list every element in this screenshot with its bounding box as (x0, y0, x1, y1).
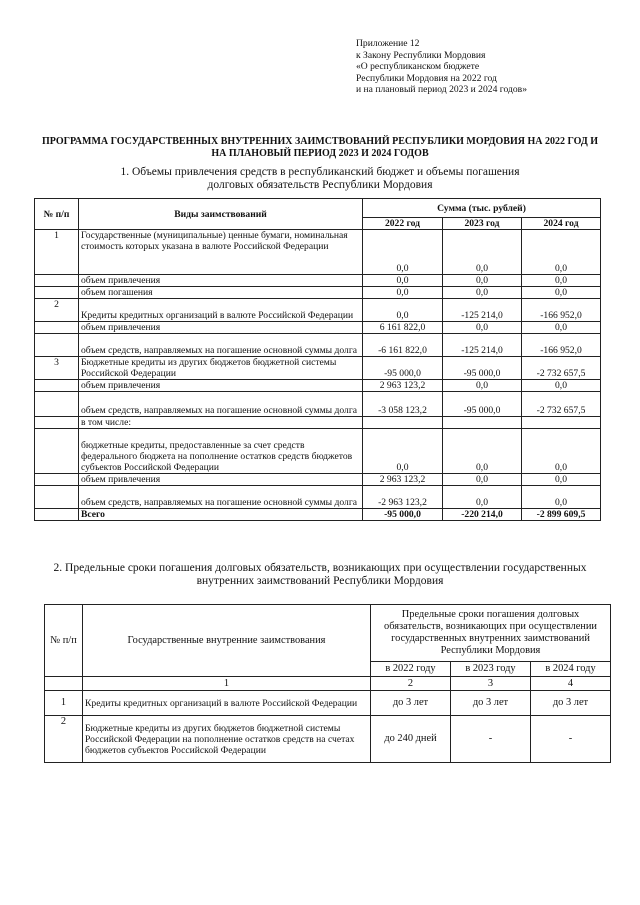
row-num (35, 474, 79, 486)
row-value: 0,0 (522, 486, 601, 509)
column-index: 3 (451, 677, 531, 691)
row-value: до 240 дней (371, 716, 451, 763)
column-index: 1 (83, 677, 371, 691)
row-value: -2 732 657,5 (522, 357, 601, 380)
appendix-line: Республики Мордовия на 2022 год (356, 72, 497, 84)
row-value: 0,0 (443, 474, 522, 486)
row-value: 0,0 (363, 429, 443, 474)
row-label: бюджетные кредиты, предоставленные за счет средств федерального бюджета на пополнение остатков средств бюджетов субъектов Российской Федерации (79, 429, 363, 474)
table-row (35, 474, 601, 486)
row-value: 0,0 (443, 230, 522, 275)
header-2022: 2022 год (363, 218, 443, 230)
repayment-terms-table (44, 604, 611, 763)
row-label: объем привлечения (79, 380, 363, 392)
column-index: 2 (371, 677, 451, 691)
row-num (35, 275, 79, 287)
table-row (35, 429, 601, 474)
row-value (443, 417, 522, 429)
table-row (35, 486, 601, 509)
column-index (45, 677, 83, 691)
row-value: 0,0 (522, 429, 601, 474)
row-label: объем погашения (79, 287, 363, 299)
section2-title-line: 2. Предельные сроки погашения долговых обязательств, возникающих при осуществлении государственных (53, 562, 587, 574)
row-label: Кредиты кредитных организаций в валюте Российской Федерации (83, 691, 371, 716)
total-value: -220 214,0 (443, 509, 522, 521)
row-value: - (451, 716, 531, 763)
row-label: объем средств, направляемых на погашение основной суммы долга (79, 486, 363, 509)
row-value: 0,0 (443, 287, 522, 299)
row-num (35, 429, 79, 474)
row-label: объем привлечения (79, 322, 363, 334)
row-num: 2 (35, 299, 79, 322)
row-value (363, 417, 443, 429)
row-value: 0,0 (522, 275, 601, 287)
appendix-line: и на плановый период 2023 и 2024 годов» (356, 84, 527, 96)
table-row (35, 287, 601, 299)
row-value (522, 417, 601, 429)
total-value: -95 000,0 (363, 509, 443, 521)
row-value: 0,0 (443, 429, 522, 474)
appendix-line: к Закону Республики Мордовия (356, 49, 486, 61)
header-2024: в 2024 году (531, 662, 611, 677)
total-label: Всего (79, 509, 363, 521)
header-2023: 2023 год (443, 218, 522, 230)
section2-title-line: внутренних заимствований Республики Мордовия (196, 575, 444, 587)
row-value: 0,0 (443, 486, 522, 509)
header-2024: 2024 год (522, 218, 601, 230)
column-index: 4 (531, 677, 611, 691)
row-value: -166 952,0 (522, 299, 601, 322)
header-2022: в 2022 году (371, 662, 451, 677)
row-value: до 3 лет (451, 691, 531, 716)
table-row (35, 230, 601, 275)
row-label: Государственные (муниципальные) ценные бумаги, номинальная стоимость которых указана в валюте Российской Федерации (79, 230, 363, 275)
table-total-row (35, 509, 601, 521)
header-terms: Предельные сроки погашения долговых обязательств, возникающих при осуществлении государственных внутренних заимствований Республики Мордовия (371, 605, 611, 662)
row-label: Бюджетные кредиты из других бюджетов бюджетной системы Российской Федерации на пополнение остатков средств на счетах бюджетов субъектов Российской Федерации (83, 716, 371, 763)
appendix-line: Приложение 12 (356, 38, 420, 49)
row-value: -166 952,0 (522, 334, 601, 357)
row-label: объем привлечения (79, 275, 363, 287)
section1-title (60, 166, 580, 192)
row-label: Кредиты кредитных организаций в валюте Российской Федерации (79, 299, 363, 322)
row-num (35, 486, 79, 509)
row-label: объем средств, направляемых на погашение основной суммы долга (79, 392, 363, 417)
table-row (35, 299, 601, 322)
section1-title-line: 1. Объемы привлечения средств в республиканский бюджет и объемы погашения (120, 166, 520, 178)
row-value: -125 214,0 (443, 299, 522, 322)
borrowing-volumes-table (34, 198, 601, 521)
row-label: Бюджетные кредиты из других бюджетов бюджетной системы Российской Федерации (79, 357, 363, 380)
table-header-row (35, 199, 601, 218)
table-row (35, 275, 601, 287)
row-value: 0,0 (522, 474, 601, 486)
row-label: объем средств, направляемых на погашение основной суммы долга (79, 334, 363, 357)
row-value: 0,0 (443, 275, 522, 287)
row-value: до 3 лет (371, 691, 451, 716)
row-num (35, 392, 79, 417)
header-num: № п/п (35, 199, 79, 230)
row-value: 0,0 (522, 230, 601, 275)
row-value: -3 058 123,2 (363, 392, 443, 417)
row-num (35, 334, 79, 357)
table-row (35, 334, 601, 357)
row-num: 2 (45, 716, 83, 763)
section1-title-line: долговых обязательств Республики Мордовия (207, 179, 433, 191)
row-value: 0,0 (363, 299, 443, 322)
row-value: 0,0 (363, 230, 443, 275)
row-num (35, 380, 79, 392)
row-value: 2 963 123,2 (363, 380, 443, 392)
appendix-line: «О республиканском бюджете (356, 61, 480, 73)
row-num (35, 509, 79, 521)
title-line: НА ПЛАНОВЫЙ ПЕРИОД 2023 И 2024 ГОДОВ (211, 148, 429, 159)
document-title (30, 136, 610, 160)
row-num (35, 287, 79, 299)
table-row (45, 691, 611, 716)
row-value: 0,0 (363, 287, 443, 299)
table-row (35, 380, 601, 392)
header-kind: Виды заимствований (79, 199, 363, 230)
row-value: 0,0 (522, 322, 601, 334)
row-value: -95 000,0 (363, 357, 443, 380)
table-row (35, 322, 601, 334)
row-value: -95 000,0 (443, 357, 522, 380)
row-value: 0,0 (363, 275, 443, 287)
header-2023: в 2023 году (451, 662, 531, 677)
row-value: 0,0 (522, 380, 601, 392)
header-num: № п/п (45, 605, 83, 677)
row-value: 6 161 822,0 (363, 322, 443, 334)
title-line: ПРОГРАММА ГОСУДАРСТВЕННЫХ ВНУТРЕННИХ ЗАИМСТВОВАНИЙ РЕСПУБЛИКИ МОРДОВИЯ НА 2022 ГОД И (41, 136, 599, 147)
row-value: -125 214,0 (443, 334, 522, 357)
row-label: объем привлечения (79, 474, 363, 486)
row-value: 0,0 (443, 380, 522, 392)
row-value: до 3 лет (531, 691, 611, 716)
table-column-index-row (45, 677, 611, 691)
row-value: - (531, 716, 611, 763)
table-row (35, 392, 601, 417)
row-value: -95 000,0 (443, 392, 522, 417)
table-row (35, 417, 601, 429)
row-num (35, 417, 79, 429)
table-row (45, 716, 611, 763)
row-value: 0,0 (522, 287, 601, 299)
row-num: 3 (35, 357, 79, 380)
section2-title (40, 562, 600, 588)
row-value: 2 963 123,2 (363, 474, 443, 486)
row-value: -2 732 657,5 (522, 392, 601, 417)
row-value: -2 963 123,2 (363, 486, 443, 509)
row-label: в том числе: (79, 417, 363, 429)
row-value: 0,0 (443, 322, 522, 334)
header-sum: Сумма (тыс. рублей) (363, 199, 601, 218)
row-num (35, 322, 79, 334)
table-header-row (45, 605, 611, 662)
appendix-note (356, 38, 616, 96)
header-kind: Государственные внутренние заимствования (83, 605, 371, 677)
total-value: -2 899 609,5 (522, 509, 601, 521)
row-num: 1 (45, 691, 83, 716)
row-num: 1 (35, 230, 79, 275)
row-value: -6 161 822,0 (363, 334, 443, 357)
table-row (35, 357, 601, 380)
